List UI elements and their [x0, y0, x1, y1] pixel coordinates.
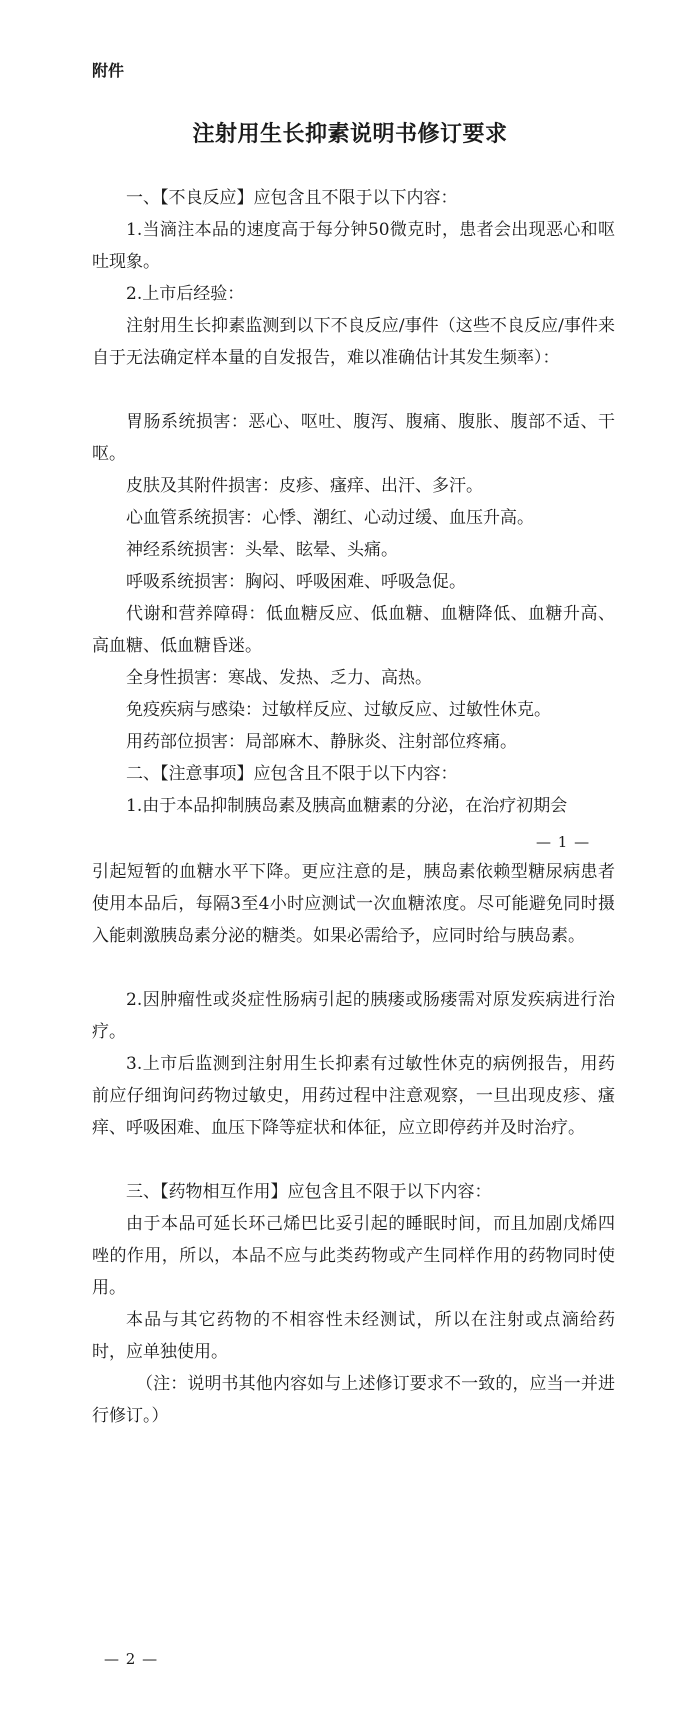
paragraph: 神经系统损害：头晕、眩晕、头痛。 — [126, 540, 398, 560]
paragraph: 1.由于本品抑制胰岛素及胰高血糖素的分泌，在治疗初期会 — [126, 796, 568, 816]
paragraph: 全身性损害：寒战、发热、乏力、高热。 — [126, 668, 432, 688]
paragraph: 3.上市后监测到注射用生长抑素有过敏性休克的病例报告，用药前应仔细询问药物过敏史，用药过程中注意观察，一旦出现皮疹、瘙痒、呼吸困难、血压下降等症状和体征，应立即停药并及时治疗。 — [92, 1054, 615, 1138]
section-interactions-heading: 三、【药物相互作用】应包含且不限于以下内容： — [126, 1182, 492, 1202]
paragraph: 免疫疾病与感染：过敏样反应、过敏反应、过敏性休克。 — [126, 700, 551, 720]
paragraph: 2.因肿瘤性或炎症性肠病引起的胰瘘或肠瘘需对原发疾病进行治疗。 — [92, 990, 615, 1042]
document-title: 注射用生长抑素说明书修订要求 — [192, 122, 508, 147]
paragraph: 皮肤及其附件损害：皮疹、瘙痒、出汗、多汗。 — [126, 476, 483, 496]
paragraph: 代谢和营养障碍：低血糖反应、低血糖、血糖降低、血糖升高、高血糖、低血糖昏迷。 — [92, 604, 615, 656]
page-number: — 2 — — [104, 1650, 159, 1668]
paragraph: 呼吸系统损害：胸闷、呼吸困难、呼吸急促。 — [126, 572, 466, 592]
paragraph: 本品与其它药物的不相容性未经测试，所以在注射或点滴给药时，应单独使用。 — [92, 1310, 615, 1362]
paragraph: 心血管系统损害：心悸、潮红、心动过缓、血压升高。 — [126, 508, 534, 528]
section-precautions-heading: 二、【注意事项】应包含且不限于以下内容： — [126, 764, 458, 784]
paragraph: 胃肠系统损害：恶心、呕吐、腹泻、腹痛、腹胀、腹部不适、干呕。 — [92, 412, 615, 464]
annex-label: 附件 — [92, 61, 125, 80]
page-number: — 1 — — [536, 833, 591, 851]
section-adverse-reactions-heading: 一、【不良反应】应包含且不限于以下内容： — [126, 188, 458, 208]
note-paragraph: （注：说明书其他内容如与上述修订要求不一致的，应当一并进行修订。） — [92, 1374, 615, 1426]
paragraph: 由于本品可延长环己烯巴比妥引起的睡眠时间，而且加剧戊烯四唑的作用，所以，本品不应与此类药物或产生同样作用的药物同时使用。 — [92, 1214, 615, 1298]
paragraph: 2.上市后经验： — [126, 284, 245, 304]
paragraph-continued: 引起短暂的血糖水平下降。更应注意的是，胰岛素依赖型糖尿病患者使用本品后，每隔3至4小时应测试一次血糖浓度。尽可能避免同时摄入能刺激胰岛素分泌的糖类。如果必需给予，应同时给与胰岛素。 — [92, 862, 615, 946]
paragraph: 用药部位损害：局部麻木、静脉炎、注射部位疼痛。 — [126, 732, 517, 752]
paragraph: 注射用生长抑素监测到以下不良反应/事件（这些不良反应/事件来自于无法确定样本量的自发报告，难以准确估计其发生频率）： — [92, 316, 615, 368]
paragraph: 1.当滴注本品的速度高于每分钟50微克时，患者会出现恶心和呕吐现象。 — [92, 220, 615, 272]
